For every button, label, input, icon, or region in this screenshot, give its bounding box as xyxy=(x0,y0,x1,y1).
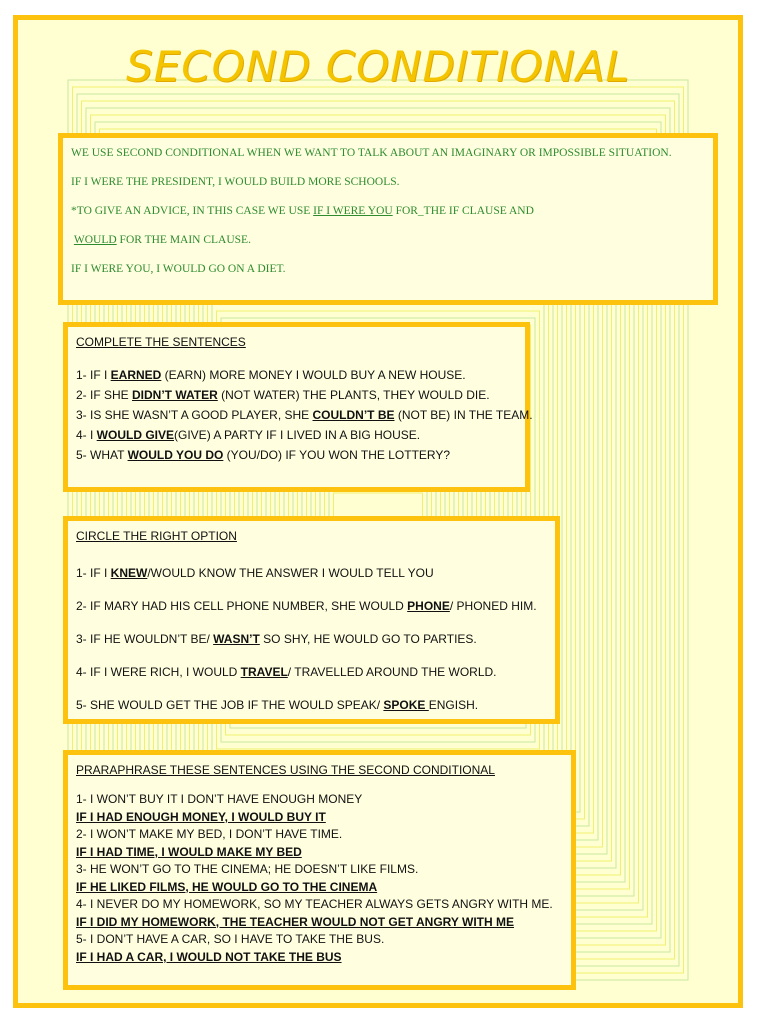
intro-line-4 xyxy=(71,233,705,262)
intro-line-1: WE USE SECOND CONDITIONAL WHEN WE WANT TO TALK ABOUT AN IMAGINARY OR IMPOSSIBLE SITUATION. xyxy=(71,147,672,159)
item-answer: PHONE xyxy=(407,599,450,613)
intro-line-4-post: FOR THE MAIN CLAUSE. xyxy=(116,234,251,246)
question-line: 1- I WON’T BUY IT I DON’T HAVE ENOUGH MONEY xyxy=(76,792,363,806)
question-line: 3- HE WON’T GO TO THE CINEMA; HE DOESN’T LIKE FILMS. xyxy=(76,862,419,876)
intro-line-5: IF I WERE YOU, I WOULD GO ON A DIET. xyxy=(71,263,286,275)
intro-line-3 xyxy=(71,204,705,233)
item-text: 2- IF SHE xyxy=(76,388,133,402)
item-answer: EARNED xyxy=(110,368,162,382)
list-item xyxy=(76,365,517,385)
question-line: 5- I DON’T HAVE A CAR, SO I HAVE TO TAKE THE BUS. xyxy=(76,932,385,946)
item-answer: WOULD YOU DO xyxy=(127,448,224,462)
circle-heading: CIRCLE THE RIGHT OPTION xyxy=(76,529,237,543)
list-item xyxy=(76,656,547,689)
paraphrase-heading: PRARAPHRASE THESE SENTENCES USING THE SECOND CONDITIONAL xyxy=(76,763,495,777)
item-text: / TRAVELLED AROUND THE WORLD. xyxy=(287,665,497,679)
item-text: (GIVE) A PARTY IF I LIVED IN A BIG HOUSE. xyxy=(174,428,421,442)
list-item xyxy=(76,557,547,590)
list-item xyxy=(76,425,517,445)
page-frame xyxy=(13,15,743,1008)
question-line: 4- I NEVER DO MY HOMEWORK, SO MY TEACHER ALWAYS GETS ANGRY WITH ME. xyxy=(76,897,553,911)
complete-sentences-box xyxy=(63,322,533,492)
item-answer: TRAVEL xyxy=(240,665,288,679)
item-answer: SPOKE xyxy=(383,698,429,712)
circle-option-box xyxy=(63,516,560,724)
answer-line: IF I HAD A CAR, I WOULD NOT TAKE THE BUS xyxy=(76,949,342,964)
question-line: 2- I WON’T MAKE MY BED, I DON’T HAVE TIME. xyxy=(76,827,343,841)
intro-line-4-underlined: WOULD xyxy=(73,234,117,246)
list-item xyxy=(76,590,547,623)
intro-line-3-post: FOR_THE IF CLAUSE AND xyxy=(392,205,534,217)
complete-heading: COMPLETE THE SENTENCES xyxy=(76,335,246,349)
intro-line-3-pre: *TO GIVE AN ADVICE, IN THIS CASE WE USE xyxy=(71,205,314,217)
list-item xyxy=(76,623,547,656)
answer-line: IF I DID MY HOMEWORK, THE TEACHER WOULD NOT GET ANGRY WITH ME xyxy=(76,914,514,929)
intro-box xyxy=(58,133,718,305)
answer-line: IF I HAD TIME, I WOULD MAKE MY BED xyxy=(76,844,302,859)
item-answer: DIDN’T WATER xyxy=(132,388,218,402)
page-title: SECOND CONDITIONAL xyxy=(126,42,630,91)
item-text: /WOULD KNOW THE ANSWER I WOULD TELL YOU xyxy=(147,566,434,580)
item-text: 4- IF I WERE RICH, I WOULD xyxy=(76,665,241,679)
item-text: (YOU/DO) IF YOU WON THE LOTTERY? xyxy=(223,448,451,462)
list-item xyxy=(76,689,547,722)
list-item xyxy=(76,385,517,405)
item-text: / PHONED HIM. xyxy=(449,599,537,613)
intro-line-3-underlined: IF I WERE YOU xyxy=(313,205,393,217)
item-answer: WOULD GIVE xyxy=(96,428,175,442)
answer-line: IF HE LIKED FILMS, HE WOULD GO TO THE CINEMA xyxy=(76,879,378,894)
item-text: 3- IF HE WOULDN’T BE/ xyxy=(76,632,214,646)
item-text: 5- SHE WOULD GET THE JOB IF THE WOULD SPEAK/ xyxy=(76,698,384,712)
paraphrase-box xyxy=(63,750,576,990)
item-text: 4- I xyxy=(76,428,97,442)
item-text: (NOT WATER) THE PLANTS, THEY WOULD DIE. xyxy=(217,388,490,402)
item-answer: COULDN’T BE xyxy=(312,408,395,422)
item-text: 3- IS SHE WASN’T A GOOD PLAYER, SHE xyxy=(76,408,313,422)
item-text: 2- IF MARY HAD HIS CELL PHONE NUMBER, SHE WOULD xyxy=(76,599,408,613)
list-item xyxy=(76,445,517,465)
intro-line-2: IF I WERE THE PRESIDENT, I WOULD BUILD MORE SCHOOLS. xyxy=(71,176,400,188)
item-text: 1- IF I xyxy=(76,566,111,580)
item-answer: KNEW xyxy=(110,566,148,580)
item-text: (EARN) MORE MONEY I WOULD BUY A NEW HOUSE. xyxy=(161,368,466,382)
item-text: SO SHY, HE WOULD GO TO PARTIES. xyxy=(259,632,477,646)
item-answer: WASN’T xyxy=(213,632,260,646)
answer-line: IF I HAD ENOUGH MONEY, I WOULD BUY IT xyxy=(76,809,326,824)
item-text: (NOT BE) IN THE TEAM. xyxy=(394,408,533,422)
list-item xyxy=(76,405,533,425)
item-text: ENGISH. xyxy=(428,698,479,712)
item-text: 1- IF I xyxy=(76,368,111,382)
item-text: 5- WHAT xyxy=(76,448,128,462)
